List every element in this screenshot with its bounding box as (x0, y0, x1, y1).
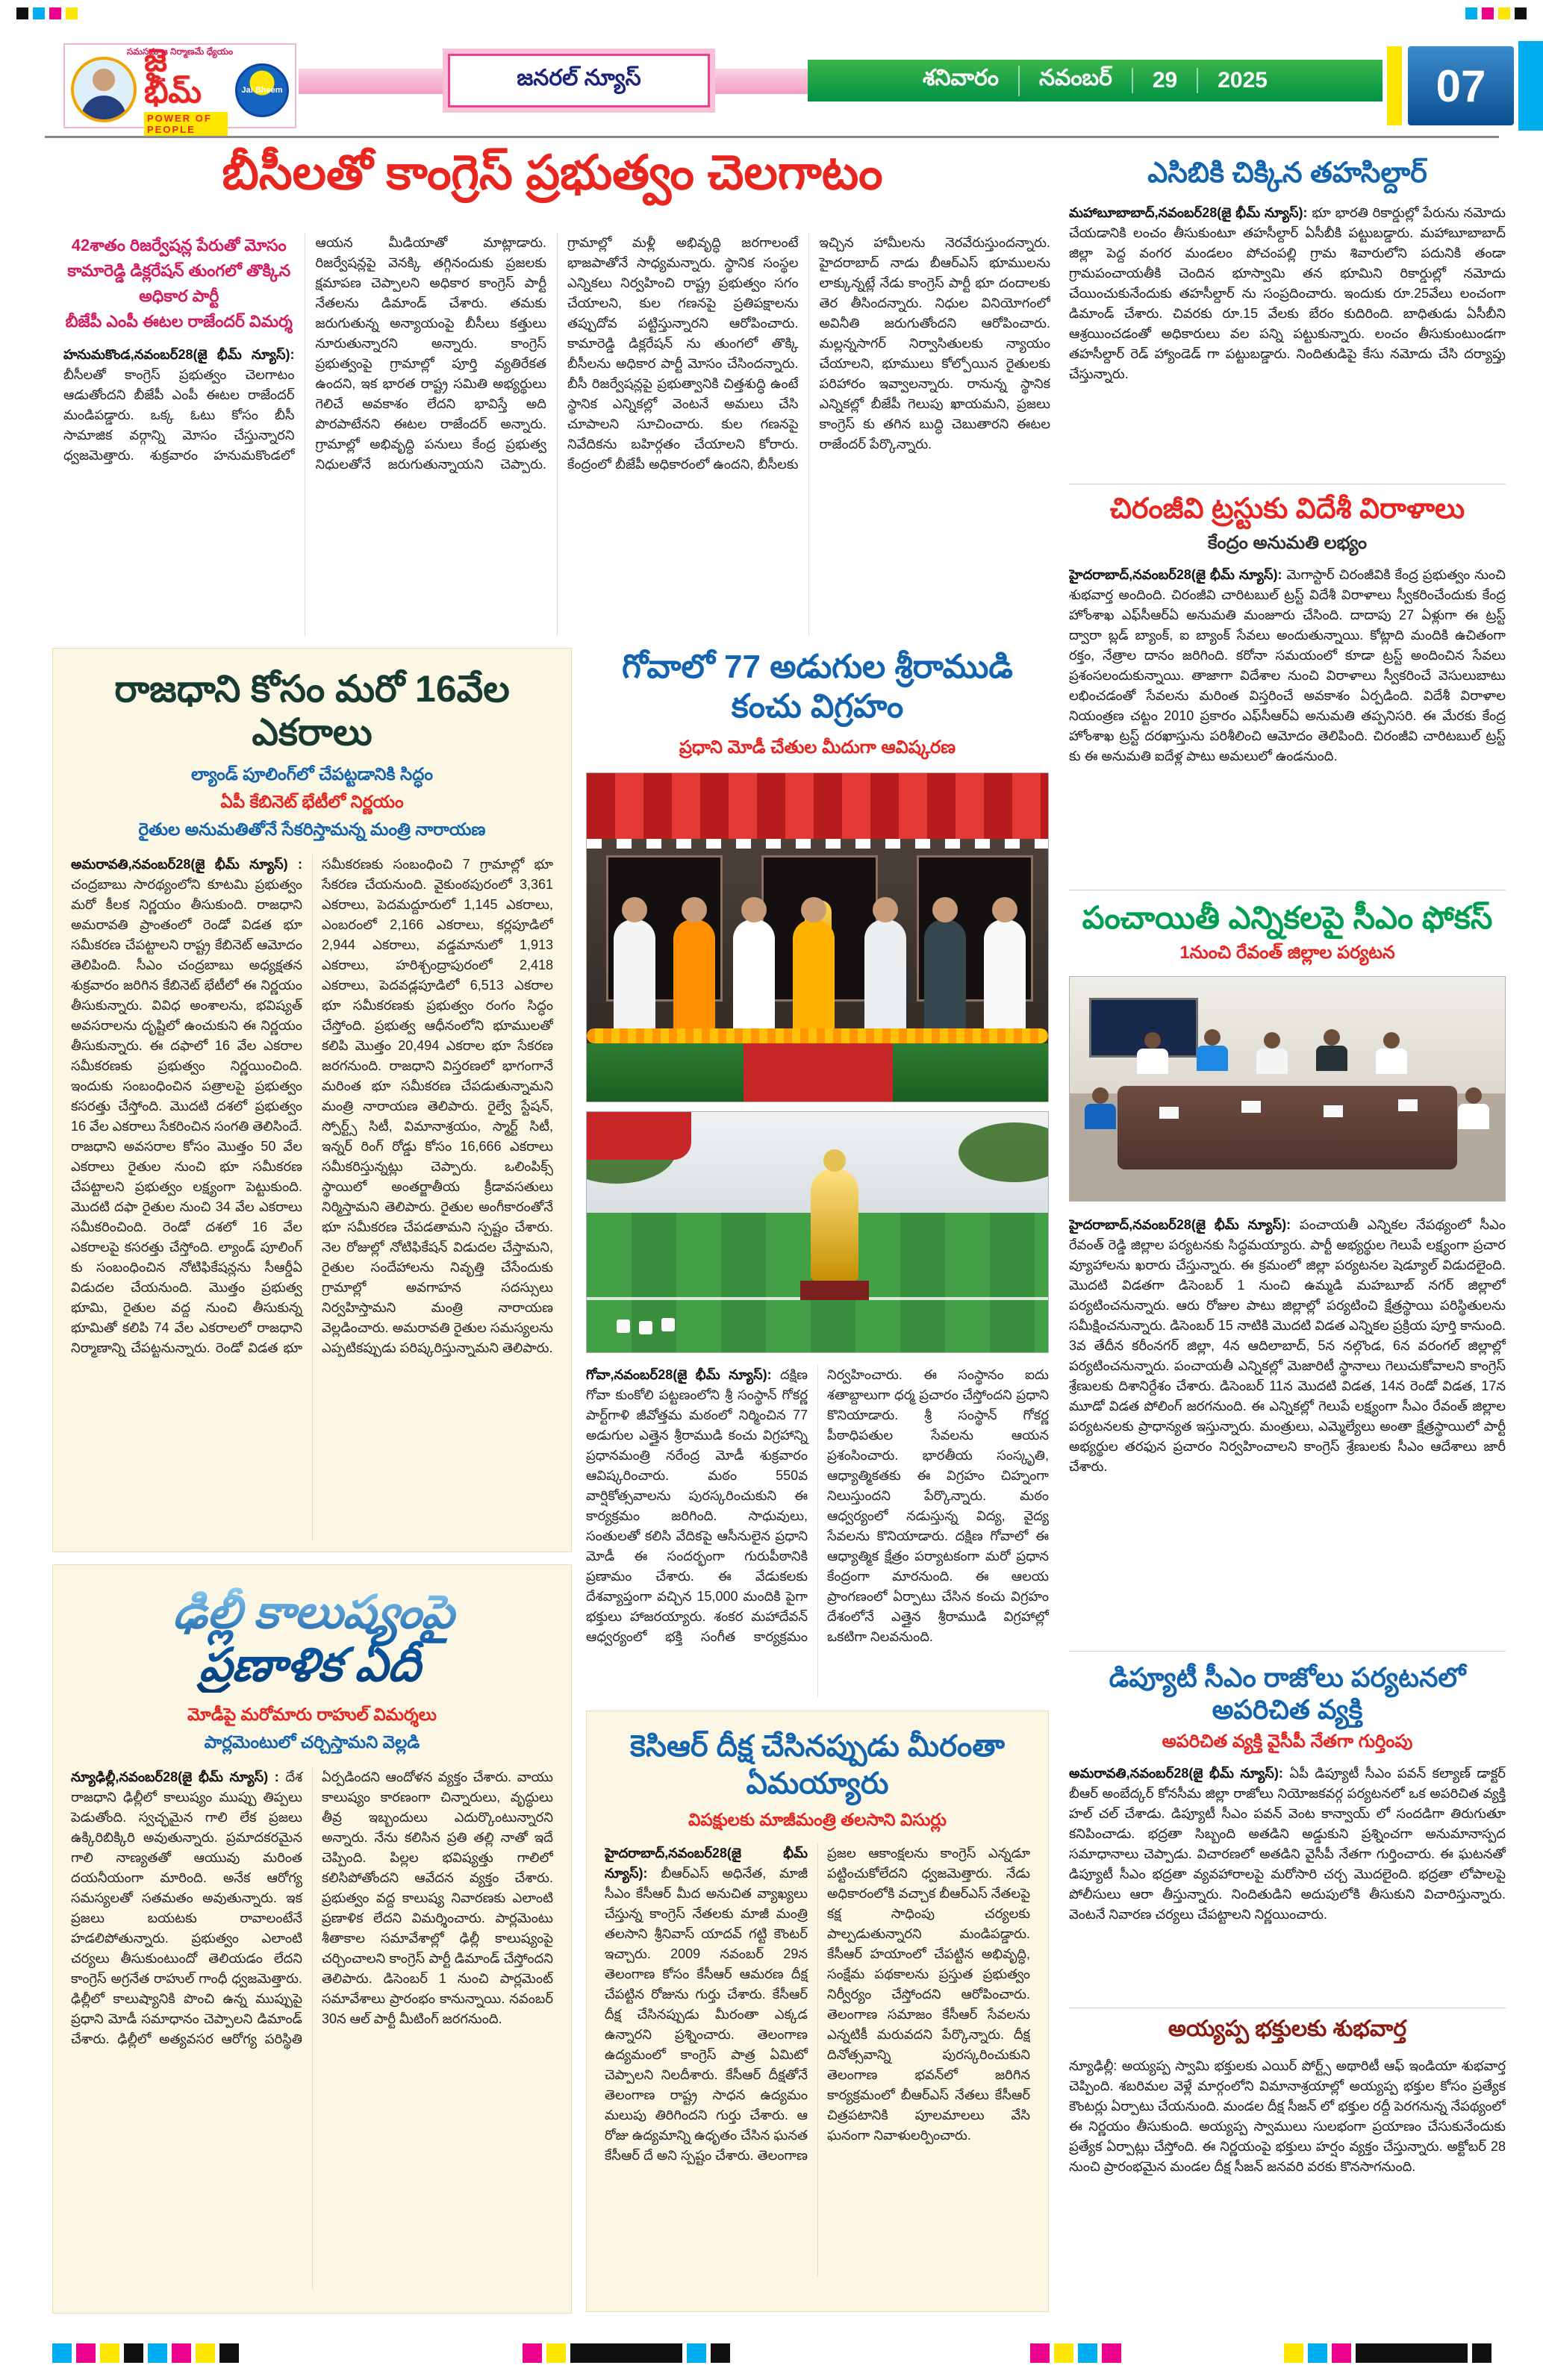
header-divider (45, 136, 1499, 138)
kcr-headline: కెసిఆర్ దీక్ష చేసినప్పుడు మీరంతా ఏమయ్యారు (630, 1730, 1005, 1800)
ayyappa-article (1069, 2017, 1506, 2325)
trust-body: మెగాస్టార్ చిరంజీవికి కేంద్ర ప్రభుత్వం నుంచి శుభవార్త అందింది. చిరంజీవి చారిటబుల్ ట్రస్ట్ విదేశీ విరాళాలు స్వీకరించేందుకు కేంద్ర హోంశాఖ ఎఫ్‌సీఆర్ఏ అనుమతి మంజూరు చేసింది. దాదాపు 27 ఏళ్లుగా ఈ ట్రస్ట్ ద్వారా బ్లడ్ బ్యాంక్, ఐ బ్యాంక్ సేవలు అందుతున్నాయి. కోట్లాది మందికి ఉచితంగా రక్తం, నేత్రాల దానం జరిగింది. కరోనా సమయంలో కూడా ట్రస్ట్ అందించిన సేవలు ప్రశంసలందుకున్నాయి. తాజాగా విదేశాల నుంచి విరాళాలు స్వీకరించే వెసులుబాటు లభించడంతో సేవలను మరింత విస్తరించే అవకాశం ఏర్పడింది. విదేశీ విరాళాల నియంత్రణ చట్టం 2010 ప్రకారం ఎఫ్‌సీఆర్ఏ అనుమతి తప్పనిసరి. ఈ మేరకు కేంద్ర హోంశాఖ ట్రస్ట్ దరఖాస్తును పరిశీలించి ఆమోదం తెలిపింది. చిరంజీవి చారిటబుల్ ట్రస్ట్ కు ఈ అనుమతి ఐదేళ్ల పాటు అమలులో ఉండనుంది. (1069, 566, 1506, 763)
color-mark (1078, 2343, 1097, 2363)
lead-dateline: హనుమకొండ,నవంబర్28(జై భీమ్ న్యూస్): (63, 347, 295, 363)
acb-dateline: మహాబూబాబాద్,నవంబర్28(జై భీమ్ న్యూస్): (1069, 204, 1308, 220)
color-mark (100, 2343, 119, 2363)
acb-article (1069, 157, 1506, 472)
delhi-subhead-2: పార్లమెంటులో చర్చిస్తామని వెల్లడి (204, 1731, 420, 1752)
acb-headline: ఎసిబికి చిక్కిన తహసిల్దార్ (1147, 157, 1427, 189)
yellow-strip (1387, 46, 1402, 125)
color-mark (546, 2343, 566, 2363)
section-label: జనరల్ న్యూస్ (517, 65, 641, 90)
attendee (1376, 1049, 1407, 1074)
deputy-dateline: అమరావతి,నవంబర్28(జై భీమ్ న్యూస్): (1069, 1766, 1283, 1781)
goa-body: దక్షిణ గోవా కుంకోలి పట్టణంలోని శ్రీ సంస్థాన్ గోకర్ణ పార్ట్‌గాళి జీవోత్తమ మఠంలో నిర్మించిన 77 అడుగుల ఎత్తైన శ్రీరాముడి కంచు విగ్రహాన్ని ప్రధానమంత్రి నరేంద్ర మోడీ శుక్రవారం ఆవిష్కరించారు. మఠం 550వ వార్షికోత్సవాలను పురస్కరించుకుని ఈ కార్యక్రమం జరిగింది. సాధువులు, సంతులతో కలిసి వేదికపై ఆసీనులైన ప్రధాని మోడీ ఈ సందర్భంగా గురుపీఠానికి ప్రణామం చేశారు. ఈ వేడుకలకు దేశవ్యాప్తంగా వచ్చిన 15,000 మందికి పైగా భక్తులు హాజరయ్యారు. శంకర మహాదేవన్ ఆధ్వర్యంలో భక్తి సంగీత కార్యక్రమం నిర్వహించారు. ఈ సంస్థానం ఐదు శతాబ్దాలుగా ధర్మ ప్రచారం చేస్తోందని ప్రధాని కొనియాడారు. శ్రీ సంస్థాన్ గోకర్ణ పీఠాధిపతుల సేవలను ఆయన ప్రశంసించారు. భారతీయ సంస్కృతి, ఆధ్యాత్మికతకు ఈ విగ్రహం చిహ్నంగా నిలుస్తుందని పేర్కొన్నారు. మఠం ఆధ్వర్యంలో నడుస్తున్న విద్య, వైద్య సేవలను కొనియాడారు. దక్షిణ గోవాలో ఈ ఆధ్యాత్మిక క్షేత్రం పర్యాటకంగా మరో ప్రధాన కేంద్రంగా మారనుంది. ఈ ఆలయ ప్రాంగణంలో ఏర్పాటు చేసిన కంచు విగ్రహం దేశంలోనే ఎత్తైన శ్రీరాముడి విగ్రహాల్లో ఒకటిగా నిలవనుంది. (586, 1367, 1049, 1644)
masthead-tagline-top: సమసమాజ నిర్మాణమే ధ్యేయం (126, 46, 234, 57)
color-mark (1308, 2343, 1327, 2363)
black-bar (1356, 2343, 1468, 2363)
marigold-garland (587, 1028, 1048, 1043)
attendee (1137, 1049, 1168, 1074)
masthead-title: జై భీమ్ (144, 43, 202, 109)
color-mark (1482, 7, 1494, 19)
color-mark (523, 2343, 542, 2363)
deputy-article (1069, 1661, 1506, 1987)
print-registration-marks (52, 2343, 239, 2363)
goa-headline: గోవాలో 77 అడుగుల శ్రీరాముడి కంచు విగ్రహం (622, 649, 1013, 725)
color-mark (52, 2343, 72, 2363)
date-day: 29 (1132, 68, 1197, 93)
dignitary-figure (673, 919, 715, 1030)
color-mark (172, 2343, 191, 2363)
color-mark (196, 2343, 215, 2363)
color-mark (1284, 2343, 1303, 2363)
masthead (63, 43, 296, 135)
page-number: 07 (1408, 46, 1514, 125)
color-mark (711, 2343, 730, 2363)
lead-subhead-1: 42శాతం రిజర్వేషన్ల పేరుతో మోసం (71, 236, 287, 254)
acb-body: భూ భారతి రికార్డుల్లో పేరును నమోదు చేయడానికి లంచం తీసుకుంటూ తహసీల్దార్ ఏసీబీకి పట్టుబడ్డారు. మహాబూబాబాద్ జిల్లా పెద్ద వంగర మండలం పోచంపల్లి గ్రామ శివారులోని పదునికి తండా గ్రామపంచాయతీకి చెందిన భూస్వామి తన భూమిని రికార్డుల్లో నమోదు చేయించుకునేందుకు తహసీల్దార్ ను సంప్రదించారు. ఇందుకు రూ.25వేలు లంచంగా డిమాండ్ చేశారు. చివరకు రూ.15 వేలకు బేరం కుదిరింది. బాధితుడు ఏసీబీని ఆశ్రయించడంతో అధికారులు వల పన్ని పట్టుకున్నారు. లంచం తీసుకుంటుండగా తహసీల్దార్ రెడ్ హ్యాండెడ్ గా పట్టుబడ్డారు. నిందితుడిపై కేసు నమోదు చేసి దర్యాప్తు చేస్తున్నారు. (1069, 204, 1506, 381)
delhi-dateline: న్యూఢిల్లీ,నవంబర్28(జై భీమ్ న్యూస్) : (71, 1769, 279, 1784)
color-mark (1030, 2343, 1050, 2363)
color-mark (124, 2343, 143, 2363)
panchayat-body: పంచాయతీ ఎన్నికల నేపథ్యంలో సీఎం రేవంత్ రెడ్డి జిల్లాల పర్యటనకు సిద్ధమయ్యారు. పార్టీ అభ్యర్థుల గెలుపే లక్ష్యంగా ప్రచార వ్యూహాలను ఖరారు చేస్తున్నారు. ఈ క్రమంలో జిల్లా పర్యటనల షెడ్యూల్ విడుదలైంది. మొదటి విడతగా డిసెంబర్ 1 నుంచి ఉమ్మడి మహబూబ్ నగర్ జిల్లాలో పర్యటించనున్నారు. ఆరు రోజుల పాటు జిల్లాల్లో పర్యటించి క్షేత్రస్థాయి పరిస్థితులను సమీక్షించనున్నారు. డిసెంబర్ 15 నాటికి మొదటి విడత ఎన్నికల ప్రక్రియ పూర్తి కానుంది. 3వ తేదీన కరీంనగర్ జిల్లా, 4న ఆదిలాబాద్, 5న నల్గొండ, 6న వరంగల్ జిల్లాల్లో పర్యటించనున్నారు. పంచాయతీ ఎన్నికల్లో మెజారిటీ స్థానాలు గెలుచుకోవాలని కాంగ్రెస్ శ్రేణులకు దిశానిర్దేశం చేశారు. డిసెంబర్ 11న మొదటి విడత, 14న రెండో విడత, 17న మూడో విడత పోలింగ్ జరగనుంది. ఈ ఎన్నికల్లో గెలుపే లక్ష్యంగా సీఎం రేవంత్ జిల్లాల పర్యటనలకు ప్రాధాన్యత ఇస్తున్నారు. మంత్రులు, ఎమ్మెల్యేలు అంతా క్షేత్రస్థాయిలో పార్టీ అభ్యర్థుల తరఫున ప్రచారం నిర్వహించాలని కాంగ్రెస్ శ్రేణులకు సీఎం ఆదేశాలు జారీ చేశారు. (1069, 1217, 1506, 1475)
goa-subhead: ప్రధాని మోడీ చేతుల మీదుగా ఆవిష్కరణ (679, 737, 956, 758)
paper (1159, 1107, 1179, 1119)
capital-subhead-1: ల్యాండ్ పూలింగ్‌లో చేపట్టడానికి సిద్ధం (190, 764, 433, 784)
jaibheem-logo-icon: Jai Bheem (235, 63, 289, 117)
lead-body: బీసీలతో కాంగ్రెస్ ప్రభుత్వం చెలగాటం ఆడుతోందని బీజేపీ ఎంపీ ఈటల రాజేందర్ మండిపడ్డారు. ఒక్క ఓటు కోసం బీసీ సామాజిక వర్గాన్ని మోసం చేస్తున్నారని ధ్వజమెత్తారు. శుక్రవారం హనుమకొండలో ఆయన మీడియాతో మాట్లాడారు. రిజర్వేషన్లపై వెనక్కి తగ్గినందుకు ప్రజలకు క్షమాపణ చెప్పాలని అధికార కాంగ్రెస్ పార్టీ నేతలను డిమాండ్ చేశారు. తమకు జరుగుతున్న అన్యాయంపై బీసీలు కత్తులు నూరుతున్నారని అన్నారు. కాంగ్రెస్ ప్రభుత్వంపై గ్రామాల్లో పూర్తి వ్యతిరేకత ఉందని, ఇక భారత రాష్ట్ర సమితి అభ్యర్థులు గెలిచే అవకాశం లేదని భావిస్తే అది పొరపాటేనని ఈటల రాజేందర్ అన్నారు. గ్రామాల్లో అభివృద్ధి పనులు కేంద్ర ప్రభుత్వ నిధులతోనే జరుగుతున్నాయని చెప్పారు. గ్రామాల్లో మళ్లీ అభివృద్ధి జరగాలంటే భాజపాతోనే సాధ్యమన్నారు. స్థానిక సంస్థల ఎన్నికలు నిర్వహించి రాష్ట్ర ప్రభుత్వం సగం చేయాలని, కుల గణనపై ప్రతిపక్షాలను తప్పుదోవ పట్టిస్తున్నారని ఆరోపించారు. కామారెడ్డి డిక్లరేషన్ ను తుంగలో తొక్కి బీసీలను అధికార పార్టీ మోసం చేసిందన్నారు. బీసీ రిజర్వేషన్లపై ప్రభుత్వానికి చిత్తశుద్ధి ఉంటే స్థానిక ఎన్నికల్లో వెంటనే అమలు చేసి చూపాలని సూచించారు. కుల గణనపై నివేదికను బహిర్గతం చేయాలని కోరారు. కేంద్రంలో బీజేపీ అధికారంలో ఉందని, బీసీలకు ఇచ్చిన హామీలను నెరవేరుస్తుందన్నారు. హైదరాబాద్ నాడు బీఆర్ఎస్ భూములను లాక్కున్నట్లే నేడు కాంగ్రెస్ పార్టీ భూ దందాలకు తెర తీసిందన్నారు. నిధుల వినియోగంలో అవినీతి జరుగుతోందని ఆరోపించారు. మల్లన్నసాగర్ నిర్వాసితులకు న్యాయం చేయాలని, భూములు కోల్పోయిన రైతులకు పరిహారం ఇవ్వాలన్నారు. రానున్న స్థానిక ఎన్నికల్లో బీజేపీ గెలుపు ఖాయమని, ప్రజలు కాంగ్రెస్ కు తగిన బుద్ధి చెబుతారని ఈటల రాజేందర్ పేర్కొన్నారు. (63, 235, 1050, 472)
panchayat-article (1069, 899, 1506, 1566)
color-mark (1472, 2343, 1491, 2363)
photo-goa-unveiling (586, 772, 1049, 1102)
cyan-strip (1518, 41, 1543, 131)
trust-subhead: కేంద్రం అనుమతి లభ్యం (1207, 532, 1368, 553)
ayyappa-headline: అయ్యప్ప భక్తులకు శుభవార్త (1168, 2017, 1407, 2041)
paper (1241, 1101, 1261, 1113)
color-mark (66, 7, 78, 19)
panchayat-headline: పంచాయితీ ఎన్నికలపై సీఎం ఫోకస్ (1082, 900, 1493, 935)
dignitary-figure (924, 919, 966, 1030)
print-registration-marks (523, 2343, 730, 2363)
kcr-article (586, 1711, 1049, 2312)
trust-headline: చిరంజీవి ట్రస్టుకు విదేశీ విరాళాలు (1109, 493, 1465, 525)
color-mark (687, 2343, 706, 2363)
deputy-subhead: అపరిచిత వ్యక్తి వైసీపీ నేతగా గుర్తింపు (1162, 1731, 1413, 1752)
capital-article (52, 648, 572, 1552)
photo-cm-meeting (1069, 976, 1506, 1202)
kcr-dateline: హైదరాబాద్,నవంబర్28(జై భీమ్ న్యూస్): (605, 1846, 808, 1881)
attendee (1458, 1104, 1489, 1129)
trust-article (1069, 493, 1506, 886)
photo-rama-statue (586, 1111, 1049, 1353)
color-mark (219, 2343, 239, 2363)
attendee (1256, 1049, 1288, 1074)
goa-dateline: గోవా,నవంబర్28(జై భీమ్ న్యూస్): (586, 1367, 772, 1382)
conference-table (1117, 1086, 1457, 1169)
color-mark (33, 7, 45, 19)
chair (661, 1318, 675, 1331)
color-mark (49, 7, 61, 19)
color-mark (1332, 2343, 1351, 2363)
print-registration-marks (1030, 2343, 1121, 2363)
canopy-frill (587, 839, 1048, 849)
attendee (1085, 1104, 1116, 1129)
deputy-body: ఏపీ డిప్యూటీ సీఎం పవన్ కల్యాణ్ డాక్టర్ బీఆర్ అంబేద్కర్ కోనసీమ జిల్లా రాజోలు నియోజకవర్గ పర్యటనలో ఒక అపరిచిత వ్యక్తి హల్ చల్ చేశాడు. డిప్యూటీ సీఎం పవన్ వెంట కాన్వాయ్ లో సందడిగా తిరుగుతూ కనిపించాడు. భద్రతా సిబ్బంది అతడిని అడ్డుకుని ప్రశ్నించగా అనుమానాస్పద సమాధానాలు చెప్పాడు. విచారణలో అతడిని వైసీపీ నేతగా గుర్తించారు. ఈ ఘటనతో డిప్యూటీ సీఎం భద్రతా వ్యవహారాలపై మరోసారి చర్చ మొదలైంది. భద్రతా లోపాలపై పోలీసులు ఆరా తీస్తున్నారు. నిందితుడిని అదుపులోకి తీసుకుని విచారిస్తున్నారు. వెంటనే నివారణ చర్యలు చేపట్టాలని నిర్ణయించారు. (1069, 1766, 1506, 1923)
attendee (1197, 1046, 1228, 1071)
delhi-subhead-1: మోడీపై మరోమారు రాహుల్ విమర్శలు (187, 1704, 437, 1724)
date-bar (808, 60, 1383, 101)
deputy-headline: డిప్యూటీ సీఎం రాజోలు పర్యటనలో అపరిచిత వ్యక్తి (1109, 1662, 1466, 1725)
kcr-subhead: విపక్షులకు మాజీమంత్రి తలసాని విసుర్లు (688, 1810, 947, 1829)
lead-article (63, 233, 1050, 636)
ambedkar-portrait-icon (71, 57, 137, 122)
trust-dateline: హైదరాబాద్,నవంబర్28(జై భీమ్ న్యూస్): (1069, 566, 1282, 582)
kcr-body: బీఆర్ఎస్ అధినేత, మాజీ సీఎం కేసీఆర్ మీద అనుచిత వ్యాఖ్యలు చేస్తున్న కాంగ్రెస్ నేతలకు మాజీ మంత్రి తలసాని శ్రీనివాస్ యాదవ్ గట్టి కౌంటర్ ఇచ్చారు. 2009 నవంబర్ 29న తెలంగాణ కోసం కేసీఆర్ ఆమరణ దీక్ష చేపట్టిన రోజును గుర్తు చేశారు. కేసీఆర్ దీక్ష చేసినప్పుడు మీరంతా ఎక్కడ ఉన్నారని ప్రశ్నించారు. తెలంగాణ ఉద్యమంలో కాంగ్రెస్ పాత్ర ఏమిటో చెప్పాలని నిలదీశారు. కేసీఆర్ దీక్షతోనే తెలంగాణ రాష్ట్ర సాధన ఉద్యమం మలుపు తిరిగిందని గుర్తు చేశారు. ఆ రోజు ఉద్యమాన్ని ఉధృతం చేసిన ఘనత కేసీఆర్ దే అని స్పష్టం చేశారు. తెలంగాణ ప్రజల ఆకాంక్షలను కాంగ్రెస్ ఎన్నడూ పట్టించుకోలేదని ధ్వజమెత్తారు. నేడు అధికారంలోకి వచ్చాక బీఆర్ఎస్ నేతలపై కక్ష సాధింపు చర్యలకు పాల్పడుతున్నారని మండిపడ్డారు. కేసీఆర్ హయాంలో చేపట్టిన అభివృద్ధి, సంక్షేమ పథకాలను ప్రస్తుత ప్రభుత్వం నిర్వీర్యం చేస్తోందని ఆరోపించారు. తెలంగాణ సమాజం కేసీఆర్ సేవలను ఎన్నటికీ మరువదని పేర్కొన్నారు. దీక్ష దినోత్సవాన్ని పురస్కరించుకుని తెలంగాణ భవన్‌లో జరిగిన కార్యక్రమంలో బీఆర్ఎస్ నేతలు కేసీఆర్ చిత్రపటానికి పూలమాలలు వేసి ఘనంగా నివాళులర్పించారు. (605, 1846, 1030, 2163)
red-canopy-corner (587, 1112, 691, 1160)
date-weekday: శనివారం (922, 65, 999, 90)
capital-subhead-2: ఏపీ కేబినెట్ భేటీలో నిర్ణయం (220, 792, 404, 811)
dignitary-figure (614, 919, 655, 1030)
section-box (448, 54, 710, 107)
red-carpet (744, 1043, 893, 1102)
goa-article (586, 648, 1049, 1697)
date-year: 2025 (1197, 68, 1287, 93)
color-mark (1054, 2343, 1073, 2363)
panchayat-dateline: హైదరాబాద్,నవంబర్28(జై భీమ్ న్యూస్): (1069, 1217, 1291, 1233)
paper (1324, 1105, 1343, 1117)
lead-subhead-3: బీజేపీ ఎంపీ ఈటల రాజేందర్ విమర్శ (65, 312, 293, 331)
dignitary-figure (793, 919, 835, 1030)
color-mark (148, 2343, 167, 2363)
color-mark (1465, 7, 1477, 19)
black-bar (570, 2343, 682, 2363)
panchayat-subhead: 1నుంచి రేవంత్ జిల్లాల పర్యటన (1179, 943, 1395, 963)
red-canopy (587, 773, 1048, 839)
delhi-body: దేశ రాజధాని ఢిల్లీలో కాలుష్యం ముప్పు తిప్పలు పెడుతోంది. స్వచ్ఛమైన గాలి లేక ప్రజలు ఉక్కిరిబిక్కిరి అవుతున్నారు. ప్రమాదకరమైన గాలి నాణ్యతతో ఆయువు మరింత దయనీయంగా మారింది. అనేక ఆరోగ్య సమస్యలతో సతమతం అవుతున్నారు. ఇక ప్రజలు బయటకు రావాలంటేనే హడలిపోతున్నారు. ప్రభుత్వం ఎలాంటి చర్యలు తీసుకుంటుందో తెలియడం లేదని కాంగ్రెస్ అగ్రనేత రాహుల్ గాంధీ ధ్వజమెత్తారు. ఢిల్లీలో కాలుష్యానికి పొంచి ఉన్న ముప్పుపై ప్రధాని మోడీ సమాధానం చెప్పాలని డిమాండ్ చేశారు. ఢిల్లీలో అత్యవసర ఆరోగ్య పరిస్థితి ఏర్పడిందని ఆందోళన వ్యక్తం చేశారు. వాయు కాలుష్యం కారణంగా చిన్నారులు, వృద్ధులు తీవ్ర ఇబ్బందులు ఎదుర్కొంటున్నారని అన్నారు. నేను కలిసిన ప్రతి తల్లి నాతో ఇదే చెప్పింది. పిల్లల భవిష్యత్తు గాలిలో కలిసిపోతోందని ఆవేదన వ్యక్తం చేశారు. ప్రభుత్వం వద్ద కాలుష్య నివారణకు ఎలాంటి ప్రణాళిక లేదని విమర్శించారు. పార్లమెంటు శీతాకాల సమావేశాల్లో ఢిల్లీ కాలుష్యంపై చర్చించాలని కాంగ్రెస్ పార్టీ డిమాండ్ చేస్తోందని తెలిపారు. డిసెంబర్ 1 నుంచి పార్లమెంట్ సమావేశాలు ప్రారంభం కానున్నాయి. నవంబర్ 30న ఆల్ పార్టీ మీటింగ్ జరగనుంది. (71, 1769, 553, 2046)
capital-subhead-3: రైతుల అనుమతితోనే సేకరిస్తామన్న మంత్రి నారాయణ (138, 819, 486, 839)
print-registration-marks (1284, 2343, 1491, 2363)
capital-dateline: అమరావతి,నవంబర్28(జై భీమ్ న్యూస్) : (71, 857, 302, 872)
dignitary-figure (733, 919, 775, 1030)
color-mark (1102, 2343, 1121, 2363)
chair (639, 1321, 652, 1334)
dignitary-figure (984, 919, 1026, 1030)
capital-body: చంద్రబాబు సారథ్యంలోని కూటమి ప్రభుత్వం మరో కీలక నిర్ణయం తీసుకుంది. రాజధాని అమరావతి ప్రాంతంలో రెండో విడత భూ సమీకరణ చేపట్టాలని రాష్ట్ర కేబినెట్ ఆమోదం తెలిపింది. సీఎం చంద్రబాబు అధ్యక్షతన శుక్రవారం జరిగిన కేబినెట్ భేటీలో ఈ నిర్ణయం తీసుకున్నారు. వివిధ అంశాలను, భవిష్యత్ అవసరాలను దృష్టిలో ఉంచుకుని ఈ నిర్ణయం తీసుకున్నారు. ఈ దఫాలో 16 వేల ఎకరాల సమీకరణకు ప్రభుత్వం నిర్ణయించింది. ఇందుకు సంబంధించిన పత్రాలపై ప్రభుత్వం కసరత్తు చేస్తోంది. మొదటి దశలో ప్రభుత్వం 16 వేల ఎకరాలు సేకరించిన సంగతి తెలిసిందే. రాజధాని అవసరాల కోసం మొత్తం 50 వేల ఎకరాలు రైతుల నుంచి భూ సమీకరణ చేపట్టాలని ప్రభుత్వం లక్ష్యంగా పెట్టుకుంది. మొదటి దఫా రైతుల నుంచి 34 వేల ఎకరాలు సమీకరించింది. రెండో దశలో 16 వేల ఎకరాలపై కసరత్తు చేస్తోంది. ల్యాండ్ పూలింగ్ కు సంబంధించిన నోటిఫికేషన్లను సీఆర్డీఏ విడుదల చేయనుంది. మొత్తం ప్రభుత్వ భూమి, రైతుల వద్ద నుంచి తీసుకున్న భూమితో కలిపి 74 వేల ఎకరాలలో రాజధాని నిర్మాణాన్ని చేపట్టనున్నారు. రెండో విడత భూ సమీకరణకు సంబంధించి 7 గ్రామాల్లో భూ సేకరణ చేయనుంది. వైకుంఠపురంలో 3,361 ఎకరాలు, పెదమద్దూరులో 1,145 ఎకరాలు, ఎంబరంలో 2,166 ఎకరాలు, కర్లపూడిలో 2,944 ఎకరాలు, వడ్డమానులో 1,913 ఎకరాలు, హరిశ్చంద్రాపురంలో 2,418 ఎకరాలు, పెదవడ్లపూడిలో 6,513 ఎకరాల భూ సమీకరణకు ప్రభుత్వం రంగం సిద్ధం చేస్తోంది. ప్రభుత్వ ఆధీనంలోని భూములతో కలిపి మొత్తం 20,494 ఎకరాల భూ సేకరణ జరగనుంది. రాజధాని విస్తరణలో భాగంగానే మరింత భూ సమీకరణ చేపడుతున్నామని మంత్రి నారాయణ తెలిపారు. రైల్వే స్టేషన్, స్పోర్ట్స్ సిటీ, విమానాశ్రయం, స్మార్ట్ సిటీ, ఇన్నర్ రింగ్ రోడ్డు కోసం 16,666 ఎకరాలు సమీకరిస్తున్నట్లు చెప్పారు. ఒలింపిక్స్ స్థాయిలో అంతర్జాతీయ క్రీడావసతులు నిర్మిస్తామని తెలిపారు. రైతుల అంగీకారంతోనే భూ సమీకరణ చేపడతామని స్పష్టం చేశారు. నెల రోజుల్లో నోటిఫికేషన్ విడుదల చేస్తామని, రైతుల సందేహాలను నివృత్తి చేసేందుకు గ్రామాల్లో అవగాహన సదస్సులు నిర్వహిస్తామని మంత్రి నారాయణ వెల్లడించారు. అమరావతి రైతుల సమస్యలను ఎప్పటికప్పుడు పరిష్కరిస్తున్నామని తెలిపారు. (71, 857, 553, 1355)
date-month: నవంబర్ (1018, 66, 1132, 96)
attendee (1316, 1046, 1347, 1071)
divider (1069, 1651, 1506, 1652)
color-mark (16, 7, 28, 19)
ayyappa-body: న్యూఢిల్లీ: అయ్యప్ప స్వామి భక్తులకు ఎయిర్ పోర్ట్స్ అథారిటీ ఆఫ్ ఇండియా శుభవార్త చెప్పింది. శబరిమల వెళ్లే మార్గంలోని విమానాశ్రయాల్లో అయ్యప్ప భక్తుల కోసం ప్రత్యేక కౌంటర్లు ఏర్పాటు చేయనుంది. మండల దీక్ష సీజన్ లో భక్తుల రద్దీ పెరగనున్న నేపథ్యంలో ఈ నిర్ణయం తీసుకుంది. అయ్యప్ప స్వాములు సులభంగా ప్రయాణం చేసుకునేందుకు ప్రత్యేక ఏర్పాట్లు చేస్తోంది. ఈ నిర్ణయంపై భక్తులు హర్షం వ్యక్తం చేస్తున్నారు. అక్టోబర్ 28 నుంచి ప్రారంభమైన మండల దీక్ష సీజన్ జనవరి వరకు కొనసాగనుంది. (1069, 2058, 1506, 2174)
golden-statue (811, 1169, 858, 1281)
lead-subhead-2: కామారెడ్డి డిక్లరేషన్ తుంగలో తొక్కిన అధికార పార్టీ (67, 261, 291, 306)
masthead-tagline: POWER OF PEOPLE (144, 112, 228, 136)
chair (617, 1319, 630, 1333)
print-registration-marks (1465, 7, 1527, 19)
paper (1398, 1099, 1418, 1111)
lead-headline: బీసీలతో కాంగ్రెస్ ప్రభుత్వం చెలగాటం (222, 146, 883, 199)
delhi-headline: ఢిల్లీ కాలుష్యంపై ప్రణాళిక ఏదీ (67, 1586, 557, 1693)
color-mark (1498, 7, 1510, 19)
color-mark (76, 2343, 96, 2363)
print-registration-marks (16, 7, 78, 19)
delhi-article (52, 1564, 572, 2314)
dignitary-figure (864, 919, 906, 1030)
color-mark (1515, 7, 1527, 19)
capital-headline: రాజధాని కోసం మరో 16వేల ఎకరాలు (114, 668, 510, 753)
